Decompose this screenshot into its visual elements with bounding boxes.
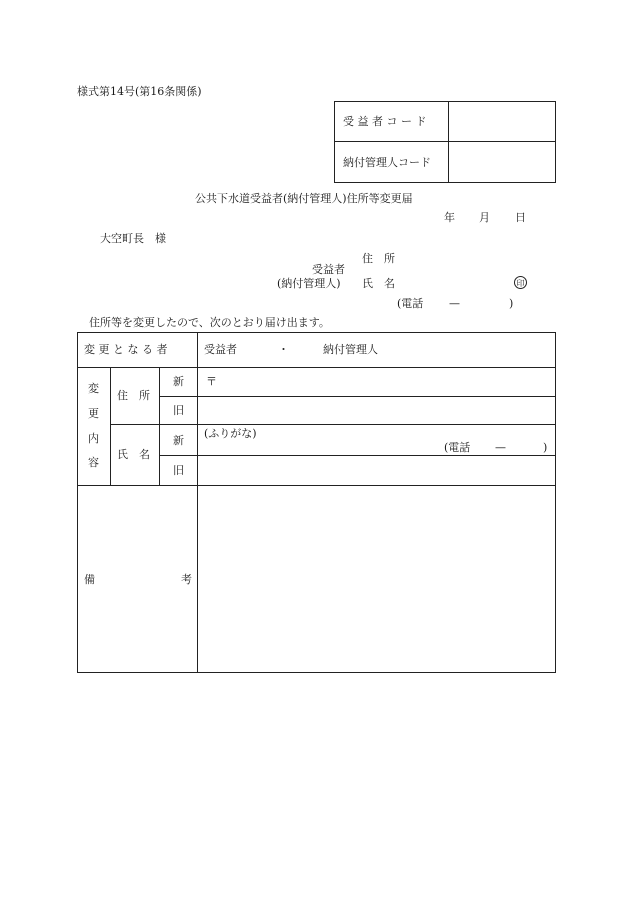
remarks-field[interactable] [204, 492, 552, 668]
remarks-label-right: 考 [181, 573, 192, 586]
furigana-label: (ふりがな) [204, 427, 257, 440]
column-divider [110, 367, 111, 485]
address-old-label: 旧 [173, 404, 184, 417]
row-divider [110, 424, 556, 425]
seal-mark: 印 [514, 276, 527, 289]
change-details-char: 容 [88, 456, 99, 469]
change-name-label: 氏 名 [117, 448, 150, 461]
change-details-char: 変 [88, 382, 99, 395]
column-divider [159, 367, 160, 485]
row-divider [77, 367, 556, 368]
changer-option-payer[interactable]: 納付管理人 [323, 343, 378, 356]
change-address-label: 住 所 [117, 389, 150, 402]
applicant-phone-close: ) [509, 297, 514, 310]
remarks-label-left: 備 [84, 573, 95, 586]
form-title: 公共下水道受益者(納付管理人)住所等変更届 [195, 192, 413, 205]
applicant-role-label: 受益者 [312, 263, 345, 276]
code-box-frame [334, 101, 556, 183]
changer-option-beneficiary[interactable]: 受益者 [204, 343, 237, 356]
row-divider [159, 396, 556, 397]
applicant-phone-dash: — [449, 297, 460, 310]
applicant-address-label: 住 所 [362, 252, 395, 265]
intro-statement: 住所等を変更したので、次のとおり届け出ます。 [89, 316, 330, 329]
code-box-column-divider [448, 101, 449, 183]
postal-mark: 〒 [206, 375, 217, 388]
form-number: 様式第14号(第16条関係) [77, 85, 202, 98]
name-new-label: 新 [173, 434, 184, 447]
change-details-char: 更 [88, 407, 99, 420]
name-old-label: 旧 [173, 464, 184, 477]
date-year: 年 [444, 211, 455, 224]
beneficiary-code-label: 受 益 者 コ ー ド [343, 115, 427, 128]
applicant-phone-open: (電話 [397, 297, 424, 310]
table-phone-dash: — [495, 441, 506, 454]
applicant-role-sub-label: (納付管理人) [277, 277, 341, 290]
row-divider [159, 455, 556, 456]
date-month: 月 [479, 211, 490, 224]
payer-code-label: 納付管理人コード [343, 156, 431, 169]
applicant-name-label: 氏 名 [362, 277, 395, 290]
addressee: 大空町長 様 [100, 232, 166, 245]
changer-label: 変 更 と な る 者 [84, 343, 168, 356]
address-new-label: 新 [173, 375, 184, 388]
table-phone-open: (電話 [444, 441, 471, 454]
date-day: 日 [515, 211, 526, 224]
table-phone-close: ) [543, 441, 548, 454]
change-details-char: 内 [88, 432, 99, 445]
row-divider [77, 485, 556, 486]
changer-separator: ・ [278, 343, 289, 356]
code-box-divider [334, 141, 556, 142]
column-divider [197, 332, 198, 673]
